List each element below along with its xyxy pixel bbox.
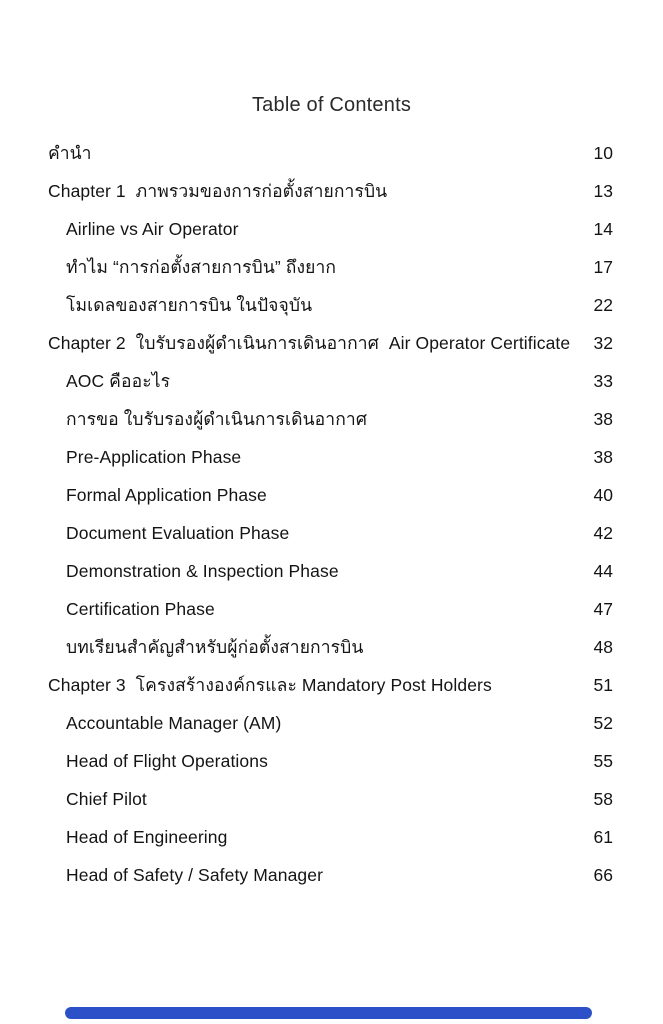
- toc-entry-label: AOC คืออะไร: [66, 371, 171, 391]
- page-title: Table of Contents: [251, 94, 412, 116]
- toc-entry-label: Chapter 2 ใบรับรองผู้ดำเนินการเดินอากาศ Air Operator Certificate: [48, 333, 571, 353]
- toc-entry[interactable]: [48, 863, 613, 887]
- toc-entry-label: ทำไม “การก่อตั้งสายการบิน” ถึงยาก: [66, 257, 337, 277]
- toc-entry-page: 17: [593, 257, 613, 277]
- toc-entry-label: Certification Phase: [66, 599, 215, 619]
- toc-entry[interactable]: [48, 179, 613, 203]
- toc-entry-label: คำนำ: [48, 143, 92, 163]
- toc-entry-label: Head of Engineering: [66, 827, 228, 847]
- toc-entry[interactable]: [48, 331, 613, 355]
- toc-entry[interactable]: [48, 141, 613, 165]
- toc-entry-label: Document Evaluation Phase: [66, 523, 290, 543]
- toc-entry[interactable]: [48, 445, 613, 469]
- toc-entry-label: Pre-Application Phase: [66, 447, 242, 467]
- toc-entry-label: Airline vs Air Operator: [66, 219, 239, 239]
- toc-entry[interactable]: [48, 255, 613, 279]
- toc-entry-page: 13: [593, 181, 613, 201]
- toc-entry-page: 48: [593, 637, 613, 657]
- toc-entry-page: 33: [593, 371, 613, 391]
- toc-entry-page: 22: [593, 295, 613, 315]
- toc-entry-label: บทเรียนสำคัญสำหรับผู้ก่อตั้งสายการบิน: [66, 637, 364, 657]
- toc-entry[interactable]: [48, 407, 613, 431]
- toc-entry[interactable]: [48, 749, 613, 773]
- toc-entry[interactable]: [48, 635, 613, 659]
- toc-entry-page: 52: [593, 713, 613, 733]
- toc-entry[interactable]: [48, 217, 613, 241]
- toc-entry-page: 40: [593, 485, 613, 505]
- toc-entry-label: Chapter 3 โครงสร้างองค์กรและ Mandatory Post Holders: [48, 675, 492, 695]
- toc-entry-label: Chapter 1 ภาพรวมของการก่อตั้งสายการบิน: [48, 181, 388, 201]
- toc-entry[interactable]: [48, 787, 613, 811]
- toc-entry-label: Chief Pilot: [66, 789, 147, 809]
- toc-entry-page: 66: [593, 865, 613, 885]
- toc-entry-label: Formal Application Phase: [66, 485, 267, 505]
- toc-entry-page: 51: [593, 675, 613, 695]
- toc-entry-page: 32: [593, 333, 613, 353]
- toc-entry-page: 55: [593, 751, 613, 771]
- toc-entry-label: โมเดลของสายการบิน ในปัจจุบัน: [66, 295, 313, 315]
- toc-entry-page: 38: [593, 409, 613, 429]
- toc-entry-page: 38: [593, 447, 613, 467]
- toc-entry-page: 14: [593, 219, 613, 239]
- toc-entry[interactable]: [48, 369, 613, 393]
- toc-entry-page: 42: [593, 523, 613, 543]
- toc-entry-page: 58: [593, 789, 613, 809]
- toc-entry-label: Head of Flight Operations: [66, 751, 268, 771]
- toc-list: [48, 141, 613, 887]
- toc-entry-page: 61: [593, 827, 613, 847]
- toc-entry[interactable]: [48, 293, 613, 317]
- toc-entry[interactable]: [48, 559, 613, 583]
- reading-progress-bar[interactable]: [65, 1007, 592, 1019]
- toc-entry-page: 10: [593, 143, 613, 163]
- toc-entry[interactable]: [48, 673, 613, 697]
- toc-entry-page: 47: [593, 599, 613, 619]
- toc-entry[interactable]: [48, 825, 613, 849]
- toc-entry-label: การขอ ใบรับรองผู้ดำเนินการเดินอากาศ: [66, 409, 368, 429]
- toc-entry[interactable]: [48, 597, 613, 621]
- toc-entry-label: Demonstration & Inspection Phase: [66, 561, 339, 581]
- toc-entry[interactable]: [48, 483, 613, 507]
- toc-entry-label: Accountable Manager (AM): [66, 713, 282, 733]
- toc-entry-label: Head of Safety / Safety Manager: [66, 865, 323, 885]
- toc-entry-page: 44: [593, 561, 613, 581]
- toc-entry[interactable]: [48, 711, 613, 735]
- toc-entry[interactable]: [48, 521, 613, 545]
